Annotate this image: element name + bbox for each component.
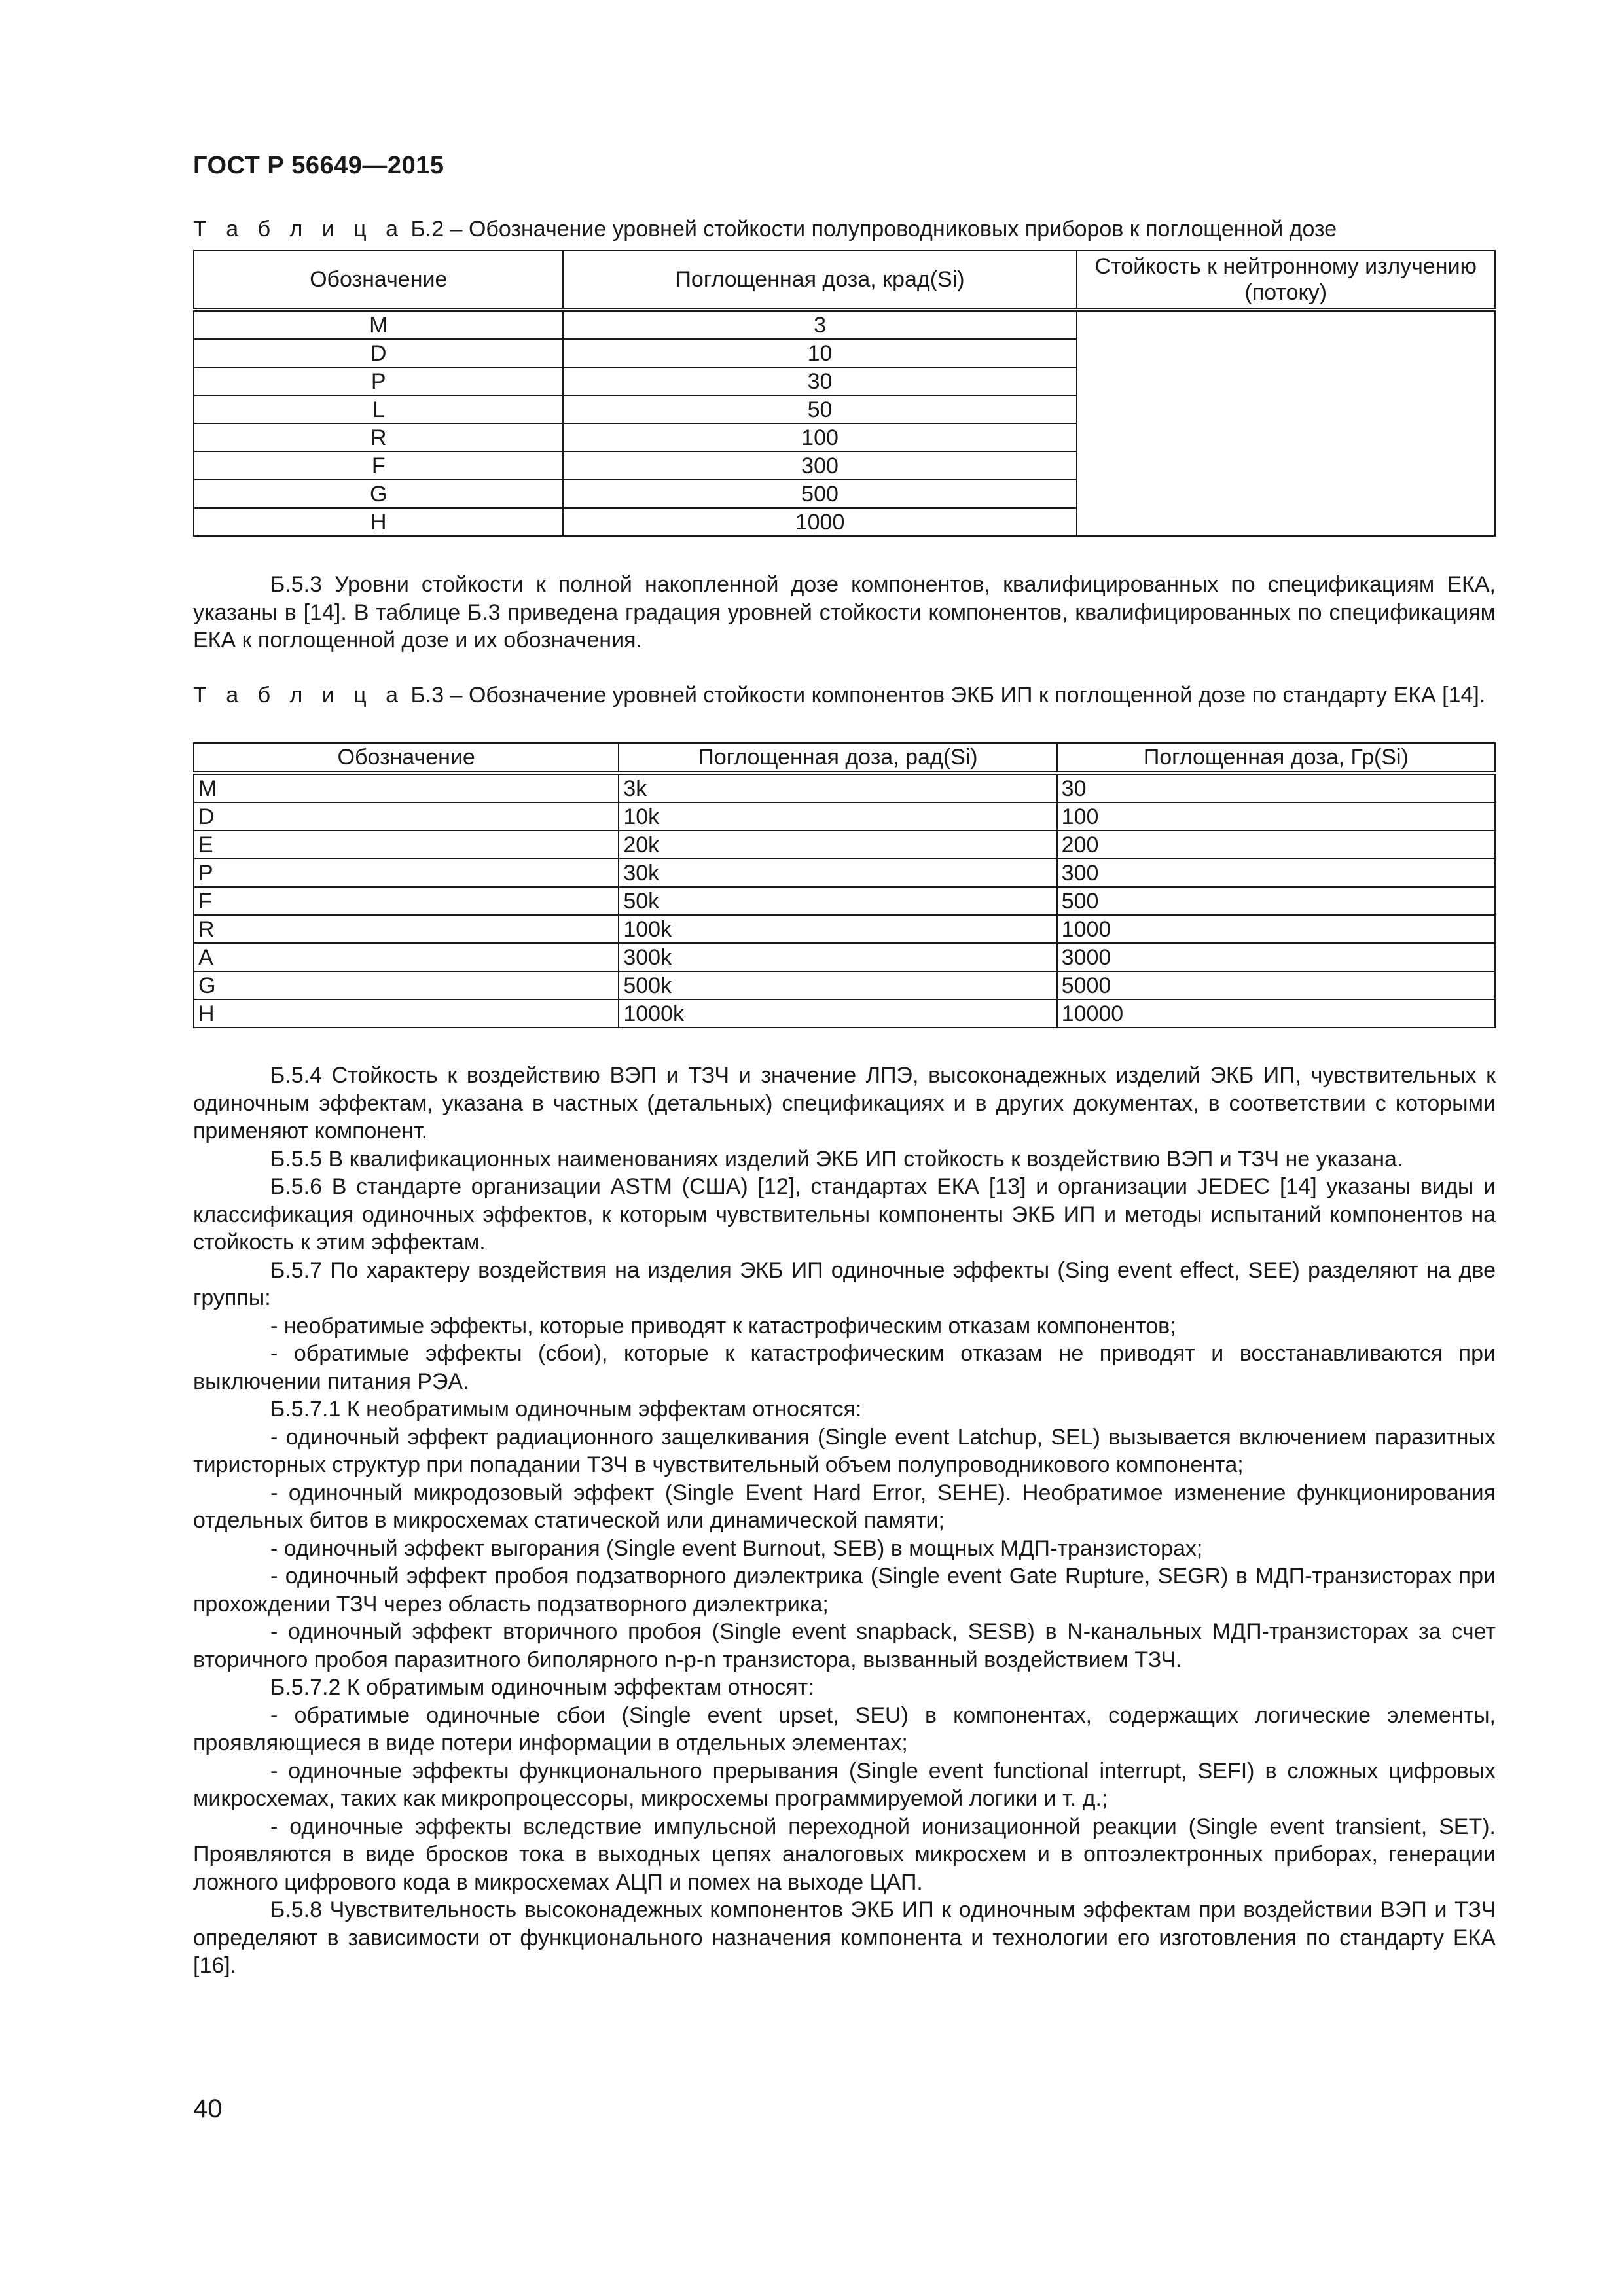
dose-gray-cell: 3000 xyxy=(1057,943,1495,971)
table-b3 xyxy=(193,742,1496,1028)
designation-cell: R xyxy=(194,915,619,943)
paragraph-b53: Б.5.3 Уровни стойкости к полной накопленной дозе компонентов, квалифицированных по спецификациям ЕКА, указаны в [14]. В таблице Б.3 приведена градация уровней стойкости компонентов, квалифицированных по спецификациям ЕКА к поглощенной дозе и их обозначения. xyxy=(193,572,1496,653)
paragraph: - одиночный микродозовый эффект (Single Event Hard Error, SEHE). Необратимое изменение функционирования отдельных битов в микросхемах статической или динамической памяти; xyxy=(193,1480,1496,1533)
column-header-designation: Обозначение xyxy=(194,743,619,773)
dose-rad-cell: 300k xyxy=(619,943,1056,971)
main-text xyxy=(193,1062,1496,1980)
paragraph: Б.5.7 По характеру воздействия на изделия ЭКБ ИП одиночные эффекты (Sing event effect, SEE) разделяют на две группы: xyxy=(193,1257,1496,1310)
paragraph: - необратимые эффекты, которые приводят к катастрофическим отказам компонентов; xyxy=(270,1313,1176,1338)
table-row xyxy=(194,859,1495,887)
designation-cell: P xyxy=(194,367,563,395)
table-label: Т а б л и ц а xyxy=(193,217,405,242)
paragraph: - одиночный эффект пробоя подзатворного диэлектрика (Single event Gate Rupture, SEGR) в МДП-транзисторах при прохождении ТЗЧ через область подзатворного диэлектрика; xyxy=(193,1564,1496,1617)
table-label: Т а б л и ц а xyxy=(193,683,405,708)
designation-cell: F xyxy=(194,887,619,915)
dose-cell: 1000 xyxy=(563,508,1076,536)
paragraph: Б.5.4 Стойкость к воздействию ВЭП и ТЗЧ и значение ЛПЭ, высоконадежных изделий ЭКБ ИП, чувствительных к одиночным эффектам, указана в частных (детальных) спецификациях и в других документах, в соответствии с которыми применяют компонент. xyxy=(193,1063,1496,1143)
table-row xyxy=(194,943,1495,971)
table-header-row xyxy=(194,251,1495,310)
dose-cell: 300 xyxy=(563,452,1076,480)
designation-cell: H xyxy=(194,508,563,536)
paragraph: Б.5.6 В стандарте организации ASTM (США) [12], стандартах ЕКА [13] и организации JEDEC [14] указаны виды и классификация одиночных эффектов, к которым чувствительны компоненты ЭКБ ИП и методы испытаний компонентов на стойкость к этим эффектам. xyxy=(193,1174,1496,1255)
table-row xyxy=(194,831,1495,859)
dose-cell: 10 xyxy=(563,339,1076,367)
table-header-row xyxy=(194,743,1495,773)
dose-rad-cell: 50k xyxy=(619,887,1056,915)
dose-gray-cell: 100 xyxy=(1057,802,1495,831)
designation-cell: M xyxy=(194,310,563,339)
dose-rad-cell: 500k xyxy=(619,971,1056,999)
designation-cell: G xyxy=(194,480,563,508)
table-row xyxy=(194,887,1495,915)
dose-rad-cell: 10k xyxy=(619,802,1056,831)
paragraph: - одиночный эффект радиационного защелкивания (Single event Latchup, SEL) вызывается включением паразитных тиристорных структур при попадании ТЗЧ в чувствительный объем полупроводникового компонента; xyxy=(193,1424,1496,1477)
table-row xyxy=(194,999,1495,1028)
designation-cell: D xyxy=(194,802,619,831)
table-b2 xyxy=(193,250,1496,537)
paragraph: Б.5.7.2 К обратимым одиночным эффектам относят: xyxy=(270,1675,814,1700)
dose-cell: 50 xyxy=(563,395,1076,423)
designation-cell: G xyxy=(194,971,619,999)
dose-rad-cell: 20k xyxy=(619,831,1056,859)
dose-rad-cell: 1000k xyxy=(619,999,1056,1028)
column-header-neutron-resistance: Стойкость к нейтронному излучению (потоку) xyxy=(1077,251,1495,310)
table-b2-caption xyxy=(193,216,1496,242)
designation-cell: D xyxy=(194,339,563,367)
dose-gray-cell: 5000 xyxy=(1057,971,1495,999)
column-header-dose-gray: Поглощенная доза, Гр(Si) xyxy=(1057,743,1495,773)
designation-cell: H xyxy=(194,999,619,1028)
dose-cell: 500 xyxy=(563,480,1076,508)
dose-gray-cell: 500 xyxy=(1057,887,1495,915)
designation-cell: E xyxy=(194,831,619,859)
paragraph: - одиночные эффекты функционального прерывания (Single event functional interrupt, SEFI) в сложных цифровых микросхемах, таких как микропроцессоры, микросхемы программируемой логики и т. д.; xyxy=(193,1758,1496,1811)
paragraph-b53-block xyxy=(193,571,1496,655)
designation-cell: F xyxy=(194,452,563,480)
table-b2-body xyxy=(194,310,1495,536)
designation-cell: P xyxy=(194,859,619,887)
dose-gray-cell: 10000 xyxy=(1057,999,1495,1028)
table-b3-title: Б.3 – Обозначение уровней стойкости компонентов ЭКБ ИП к поглощенной дозе по стандарту ЕКА [14]. xyxy=(405,683,1486,708)
page-number: 40 xyxy=(193,2094,223,2123)
paragraph: - одиночный эффект вторичного пробоя (Single event snapback, SESB) в N-канальных МДП-транзисторах за счет вторичного пробоя паразитного биполярного n-p-n транзистора, вызванный воздействием ТЗЧ. xyxy=(193,1619,1496,1672)
neutron-resistance-cell xyxy=(1077,310,1495,536)
dose-cell: 100 xyxy=(563,423,1076,452)
table-b3-caption xyxy=(193,682,1496,708)
paragraph: - обратимые одиночные сбои (Single event upset, SEU) в компонентах, содержащих логические элементы, проявляющиеся в виде потери информации в отдельных элементах; xyxy=(193,1702,1496,1755)
dose-cell: 3 xyxy=(563,310,1076,339)
table-row xyxy=(194,802,1495,831)
dose-rad-cell: 30k xyxy=(619,859,1056,887)
dose-gray-cell: 1000 xyxy=(1057,915,1495,943)
dose-gray-cell: 300 xyxy=(1057,859,1495,887)
dose-gray-cell: 200 xyxy=(1057,831,1495,859)
designation-cell: M xyxy=(194,773,619,802)
paragraph: Б.5.8 Чувствительность высоконадежных компонентов ЭКБ ИП к одиночным эффектам при воздействии ВЭП и ТЗЧ определяют в зависимости от функционального назначения компонента и технологии его изготовления по стандарту ЕКА [16]. xyxy=(193,1897,1496,1978)
paragraph: Б.5.7.1 К необратимым одиночным эффектам относятся: xyxy=(270,1397,862,1422)
paragraph: - одиночные эффекты вследствие импульсной переходной ионизационной реакции (Single event transient, SET). Проявляются в виде бросков тока в выходных цепях аналоговых микросхем и в оптоэлектронных приборах, генерации ложного цифрового кода в микросхемах АЦП и помех на выходе ЦАП. xyxy=(193,1814,1496,1895)
column-header-dose-krad: Поглощенная доза, крад(Si) xyxy=(563,251,1076,310)
designation-cell: L xyxy=(194,395,563,423)
dose-cell: 30 xyxy=(563,367,1076,395)
dose-rad-cell: 100k xyxy=(619,915,1056,943)
designation-cell: A xyxy=(194,943,619,971)
table-b3-body xyxy=(194,773,1495,1028)
paragraph: - одиночный эффект выгорания (Single event Burnout, SEB) в мощных МДП-транзисторах; xyxy=(270,1535,1203,1561)
paragraph: Б.5.5 В квалификационных наименованиях изделий ЭКБ ИП стойкость к воздействию ВЭП и ТЗЧ не указана. xyxy=(270,1146,1403,1172)
table-b2-title: Б.2 – Обозначение уровней стойкости полупроводниковых приборов к поглощенной дозе xyxy=(405,217,1337,242)
paragraph: - обратимые эффекты (сбои), которые к катастрофическим отказам не приводят и восстанавливаются при выключении питания РЭА. xyxy=(193,1341,1496,1394)
document-header: ГОСТ Р 56649—2015 xyxy=(193,152,444,179)
dose-rad-cell: 3k xyxy=(619,773,1056,802)
table-row xyxy=(194,310,1495,339)
column-header-designation: Обозначение xyxy=(194,251,563,310)
table-row xyxy=(194,773,1495,802)
dose-gray-cell: 30 xyxy=(1057,773,1495,802)
table-row xyxy=(194,971,1495,999)
column-header-dose-rad: Поглощенная доза, рад(Si) xyxy=(619,743,1056,773)
table-row xyxy=(194,915,1495,943)
designation-cell: R xyxy=(194,423,563,452)
